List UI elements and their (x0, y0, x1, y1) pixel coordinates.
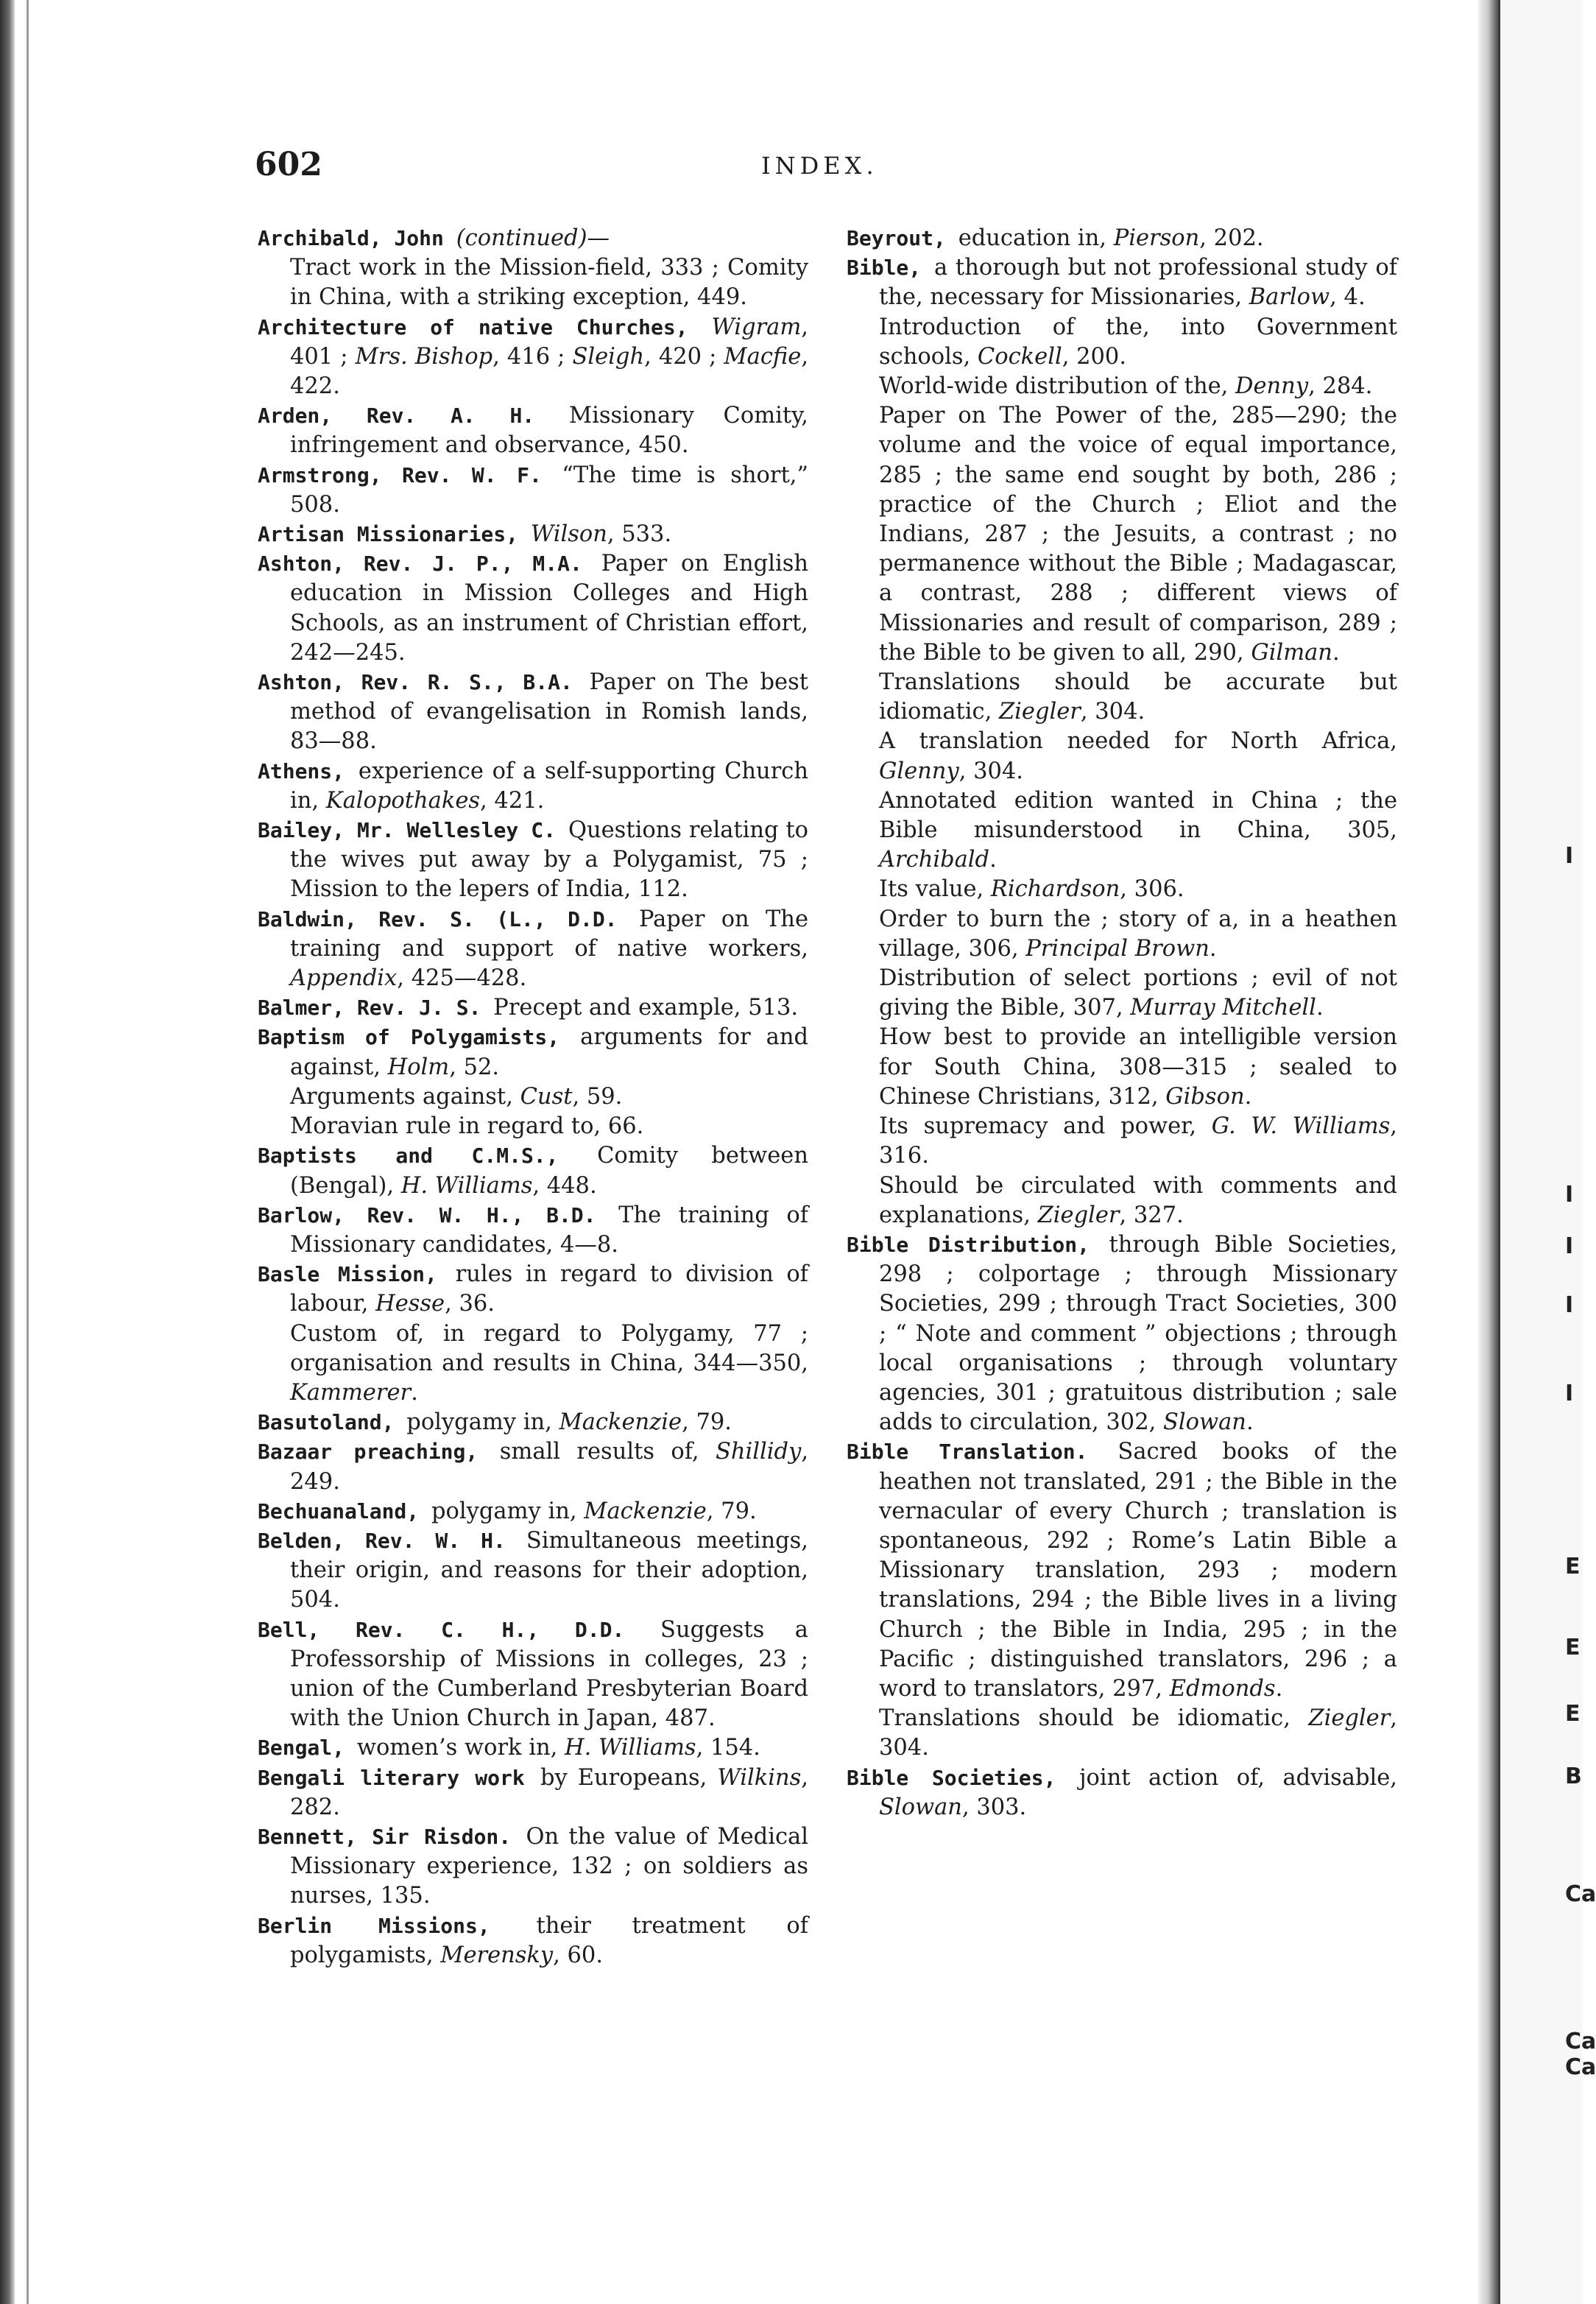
index-entry (258, 1764, 808, 1822)
index-entry-text: , 533. (607, 521, 672, 548)
index-entry-text: , 416 ; (492, 343, 573, 370)
index-headword: Armstrong, Rev. W. F. (258, 462, 562, 487)
index-entry-text: , 36. (445, 1291, 495, 1317)
index-entry-text: joint action of, advisable, (1079, 1764, 1398, 1791)
index-entry-text: , 52. (449, 1054, 500, 1080)
index-entry (847, 253, 1397, 312)
index-author-reference: Shillidy (716, 1439, 802, 1465)
index-entry-text: , 304. (958, 758, 1023, 784)
index-author-reference: Slowan (879, 1794, 962, 1820)
index-entry-text: , 425—428. (397, 965, 527, 992)
index-entry (258, 549, 808, 668)
index-subentry (258, 253, 808, 312)
index-subentry (847, 875, 1397, 904)
index-entry (847, 224, 1397, 253)
index-subentry (258, 1320, 808, 1409)
index-entry-text: Paper on The Power of the, 285—290; the volume and the voice of equal importance, 285 ; the same end sought by both, 286 ; practice of the Church ; Eliot and the Indians, 287 ; the Jesuits, a contrast ; no permanence without the Bible ; Madagascar, a contrast, 288 ; different views of Missionaries and result of comparison, 289 ; the Bible to be given to all, 290, (879, 403, 1397, 666)
index-entry-text: Introduction of the, into Government schools, (879, 314, 1397, 370)
index-author-reference: H. Williams (400, 1172, 533, 1199)
index-entry-text: , 202. (1199, 225, 1264, 251)
adjacent-page-letter: I (1565, 1182, 1574, 1208)
index-entry-text: , 401 ; (290, 314, 808, 370)
spine-edge-line (27, 0, 29, 2304)
index-entry-text: Paper on The training and support of native workers, (290, 906, 808, 962)
index-entry-text: . (1209, 935, 1217, 962)
index-headword: Bailey, Mr. Wellesley C. (258, 818, 568, 843)
index-author-reference: Richardson (990, 876, 1120, 903)
index-author-reference: Wilson (530, 521, 607, 548)
index-subentry (847, 1023, 1397, 1112)
index-entry-text: , 282. (290, 1764, 808, 1820)
index-subentry (847, 668, 1397, 727)
index-entry (258, 1023, 808, 1082)
index-author-reference: Ziegler (1308, 1705, 1391, 1732)
index-entry (258, 461, 808, 520)
index-entry-text: , 421. (480, 787, 545, 814)
index-subentry (847, 727, 1397, 786)
index-headword: Bennett, Sir Risdon. (258, 1824, 526, 1849)
index-author-reference: Holm (387, 1054, 450, 1080)
index-author-reference: Appendix (290, 965, 398, 992)
index-author-reference: Ziegler (998, 699, 1081, 725)
index-author-reference: Mrs. Bishop (355, 343, 493, 370)
index-subentry (847, 401, 1397, 668)
index-entry-text: . (411, 1379, 418, 1406)
book-spine-shadow (0, 0, 15, 2304)
index-entry-text: , 4. (1330, 284, 1366, 311)
index-entry-text: Paper on The best method of evangelisation in Romish lands, 83—88. (290, 669, 808, 755)
index-entry-text: , 304. (1080, 699, 1145, 725)
index-entry-text: experience of a self-supporting Church in, (290, 758, 808, 814)
index-entry-text: Distribution of select portions ; evil of not giving the Bible, 307, (879, 965, 1397, 1021)
index-subentry (847, 1172, 1397, 1230)
adjacent-page-letter: E (1565, 1635, 1581, 1660)
index-entry-text: . (1246, 1409, 1254, 1436)
adjacent-page-letter: I (1565, 1233, 1574, 1259)
index-entry (258, 1201, 808, 1260)
index-entry (258, 1616, 808, 1734)
adjacent-page-edge (1500, 0, 1596, 2304)
index-entry-text: rules in regard to division of labour, (290, 1261, 808, 1317)
index-entry-text: , 303. (961, 1794, 1027, 1820)
index-entry-text: Comity between (Bengal), (290, 1143, 808, 1199)
index-author-reference: Slowan (1163, 1409, 1246, 1436)
index-headword: Basutoland, (258, 1410, 407, 1435)
index-entry-text: Tract work in the Mission-field, 333 ; Comity in China, with a striking exception, 449. (290, 255, 808, 311)
index-author-reference: Wigram (711, 314, 802, 340)
index-entry-text: On the value of Medical Missionary experience, 132 ; on soldiers as nurses, 135. (290, 1823, 808, 1909)
index-headword: Ashton, Rev. J. P., M.A. (258, 552, 601, 577)
index-entry-text: education in, (958, 225, 1114, 251)
index-entry-text: Order to burn the ; story of a, in a heathen village, 306, (879, 906, 1397, 962)
index-entry-text: Missionary Comity, infringement and observance, 450. (290, 403, 808, 459)
index-entry (258, 313, 808, 402)
index-headword: Bengal, (258, 1736, 357, 1761)
index-headword: Bazaar preaching, (258, 1440, 500, 1465)
index-author-reference: Gibson (1165, 1083, 1245, 1110)
index-column-right (847, 224, 1397, 1822)
index-entry-text: through Bible Societies, 298 ; colportage ; through Missionary Societies, 299 ; through Tract Societies, 300 ; “ Note and comment ” objections ; through local organisations ; through voluntary agencies, 301 ; gratuitous distribution ; sale adds to circulation, 302, (879, 1231, 1397, 1436)
index-entry-text: , 316. (879, 1113, 1397, 1169)
index-entry-text: , 200. (1062, 343, 1127, 370)
index-headword: Belden, Rev. W. H. (258, 1528, 526, 1553)
index-entry (258, 520, 808, 549)
index-entry (258, 1526, 808, 1616)
index-entry-text: — (587, 225, 610, 251)
index-entry-text: Translations should be idiomatic, (879, 1705, 1309, 1732)
index-subentry (847, 1704, 1397, 1763)
index-author-reference: Pierson (1113, 225, 1200, 251)
index-entry-text: . (1275, 1675, 1283, 1702)
index-entry-text: , 79. (706, 1498, 757, 1524)
index-headword: Bible, (847, 256, 935, 281)
adjacent-page-letter: E (1565, 1554, 1581, 1579)
index-entry (258, 1497, 808, 1526)
index-author-reference: Cust (520, 1083, 573, 1110)
index-entry (258, 1141, 808, 1200)
adjacent-page-letter: I (1565, 1381, 1574, 1406)
index-entry-text: Simultaneous meetings, their origin, and reasons for their adoption, 504. (290, 1527, 808, 1613)
index-entry (847, 1230, 1397, 1437)
index-author-reference: H. Williams (565, 1735, 696, 1761)
index-headword: Baldwin, Rev. S. (L., D.D. (258, 906, 639, 931)
index-subentry (847, 964, 1397, 1023)
index-author-reference: Barlow (1249, 284, 1330, 311)
index-entry-text: a thorough but not professional study of the, necessary for Missionaries, (879, 255, 1397, 311)
index-author-reference: Gilman (1251, 639, 1332, 666)
index-entry-text: How best to provide an intelligible version for South China, 308—315 ; sealed to Chinese Christians, 312, (879, 1024, 1397, 1110)
running-head: INDEX. (761, 152, 878, 180)
index-author-reference: Wilkins (717, 1764, 802, 1791)
index-entry (258, 1437, 808, 1496)
index-entry (258, 224, 808, 253)
adjacent-page-letter: I (1565, 1292, 1574, 1318)
index-entry-text: , 60. (553, 1942, 604, 1968)
index-author-reference: G. W. Williams (1211, 1113, 1391, 1140)
index-entry (258, 816, 808, 905)
index-subentry (258, 1112, 808, 1141)
index-author-reference: Denny (1235, 373, 1309, 400)
index-subentry (847, 1112, 1397, 1171)
index-entry-text: Arguments against, (290, 1083, 520, 1110)
index-entry-text: Its value, (879, 876, 991, 903)
index-author-reference: Principal Brown (1025, 935, 1210, 962)
index-author-reference: Mackenzie (584, 1498, 707, 1524)
index-entry-text: polygamy in, (431, 1498, 585, 1524)
index-headword: Basle Mission, (258, 1262, 456, 1287)
index-entry-text: A translation needed for North Africa, (879, 728, 1397, 755)
index-author-reference: (continued) (456, 225, 587, 251)
index-subentry (847, 905, 1397, 964)
index-entry-text: small results of, (499, 1439, 716, 1465)
index-entry (258, 668, 808, 757)
adjacent-page-letter: Ca (1565, 1881, 1596, 1907)
index-headword: Barlow, Rev. W. H., B.D. (258, 1202, 619, 1227)
index-entry-text: arguments for and against, (290, 1024, 808, 1080)
index-entry-text: , 79. (682, 1409, 732, 1436)
index-entry-text: women’s work in, (356, 1735, 565, 1761)
index-author-reference: Sleigh (572, 343, 645, 370)
index-author-reference: Archibald (879, 847, 990, 873)
index-entry-text: . (1244, 1083, 1252, 1110)
index-entry-text: Translations should be accurate but idiomatic, (879, 669, 1397, 725)
index-entry-text: World-wide distribution of the, (879, 373, 1236, 400)
index-entry (258, 401, 808, 460)
index-entry-text: , 249. (290, 1439, 809, 1495)
index-headword: Baptists and C.M.S., (258, 1144, 598, 1169)
index-entry-text: “The time is short,” 508. (290, 462, 808, 518)
index-entry (847, 1437, 1397, 1704)
index-headword: Beyrout, (847, 226, 958, 250)
index-entry-text: , 154. (696, 1735, 760, 1761)
index-entry-text: Questions relating to the wives put away by a Polygamist, 75 ; Mission to the lepers of India, 112. (290, 817, 809, 903)
index-entry (258, 1733, 808, 1763)
page-gutter-shadow (1478, 0, 1500, 2304)
index-entry-text: Should be circulated with comments and explanations, (879, 1172, 1397, 1228)
index-author-reference: Merensky (440, 1942, 554, 1968)
index-entry-text: their treatment of polygamists, (290, 1912, 808, 1968)
index-entry-text: Sacred books of the heathen not translated, 291 ; the Bible in the vernacular of every Church ; translation is spontaneous, 292 ; Rome’s Latin Bible a Missionary translation, 293 ; modern translations, 294 ; the Bible lives in a living Church ; the Bible in India, 295 ; in the Pacific ; distinguished translators, 296 ; a word to translators, 297, (879, 1439, 1397, 1702)
index-headword: Baptism of Polygamists, (258, 1025, 581, 1050)
index-author-reference: Kalopothakes (325, 787, 481, 814)
index-entry (258, 1912, 808, 1970)
index-entry (258, 1408, 808, 1437)
index-entry-text: , 422. (290, 343, 809, 400)
index-column-left (258, 224, 808, 1970)
index-entry-text: Paper on English education in Mission Colleges and High Schools, as an instrument of Christian effort, 242—245. (290, 551, 808, 666)
page-number: 602 (255, 146, 322, 183)
index-entry-text: The training of Missionary candidates, 4—8. (290, 1202, 808, 1258)
index-headword: Balmer, Rev. J. S. (258, 996, 494, 1021)
index-headword: Berlin Missions, (258, 1913, 537, 1938)
index-entry-text: Custom of, in regard to Polygamy, 77 ; organisation and results in China, 344—350, (290, 1320, 808, 1376)
index-entry (258, 905, 808, 994)
index-entry-text: Precept and example, 513. (493, 995, 799, 1021)
index-entry-text: Moravian rule in regard to, 66. (290, 1113, 644, 1140)
index-entry (847, 1764, 1397, 1822)
index-entry-text: , 448. (532, 1172, 597, 1199)
index-subentry (847, 372, 1397, 401)
adjacent-page-letter: I (1565, 843, 1574, 869)
adjacent-page-letter: E (1565, 1701, 1581, 1727)
index-author-reference: Mackenzie (559, 1409, 682, 1436)
index-entry-text: , 420 ; (644, 343, 724, 370)
index-entry-text: , 327. (1119, 1202, 1184, 1228)
adjacent-page-letter: Ca (1565, 2029, 1596, 2054)
index-entry-text: Annotated edition wanted in China ; the Bible misunderstood in China, 305, (879, 787, 1397, 844)
index-headword: Artisan Missionaries, (258, 522, 531, 547)
index-headword: Athens, (258, 758, 359, 783)
index-headword: Bechuanaland, (258, 1498, 432, 1523)
index-author-reference: Macfie (724, 343, 802, 370)
index-headword: Bible Distribution, (847, 1232, 1109, 1257)
index-subentry (847, 313, 1397, 372)
index-entry-text: . (989, 847, 997, 873)
index-entry-text: . (1316, 995, 1324, 1021)
index-author-reference: Ziegler (1037, 1202, 1120, 1228)
index-headword: Bell, Rev. C. H., D.D. (258, 1617, 661, 1642)
index-author-reference: Hesse (375, 1291, 445, 1317)
index-author-reference: Kammerer (290, 1379, 412, 1406)
index-entry-text: Its supremacy and power, (879, 1113, 1212, 1140)
index-entry-text: , 304. (879, 1705, 1397, 1761)
index-author-reference: Glenny (879, 758, 959, 784)
adjacent-page-letter: Ca (1565, 2054, 1596, 2080)
index-entry-text: , 284. (1308, 373, 1373, 400)
index-author-reference: Murray Mitchell (1130, 995, 1316, 1021)
index-entry-text: polygamy in, (406, 1409, 559, 1436)
index-entry-text: Suggests a Professorship of Missions in colleges, 23 ; union of the Cumberland Presbyterian Board with the Union Church in Japan, 487. (290, 1616, 808, 1732)
index-headword: Bengali literary work (258, 1765, 540, 1790)
index-entry-text: , 306. (1120, 876, 1184, 903)
index-subentry (847, 786, 1397, 876)
index-headword: Ashton, Rev. R. S., B.A. (258, 670, 590, 695)
adjacent-page-letter: B (1565, 1764, 1582, 1789)
index-entry-text: by Europeans, (540, 1764, 718, 1791)
index-entry (258, 1260, 808, 1319)
index-entry (258, 993, 808, 1023)
index-headword: Bible Translation. (847, 1440, 1118, 1465)
index-author-reference: Edmonds (1169, 1675, 1276, 1702)
index-entry (258, 1822, 808, 1912)
index-entry-text: . (1332, 639, 1340, 666)
index-entry (258, 757, 808, 816)
index-headword: Bible Societies, (847, 1765, 1080, 1790)
index-subentry (258, 1082, 808, 1112)
index-headword: Arden, Rev. A. H. (258, 404, 569, 429)
index-author-reference: Cockell (977, 343, 1062, 370)
index-entry-text: , 59. (572, 1083, 623, 1110)
index-headword: Archibald, John (258, 226, 456, 250)
index-headword: Architecture of native Churches, (258, 314, 712, 339)
